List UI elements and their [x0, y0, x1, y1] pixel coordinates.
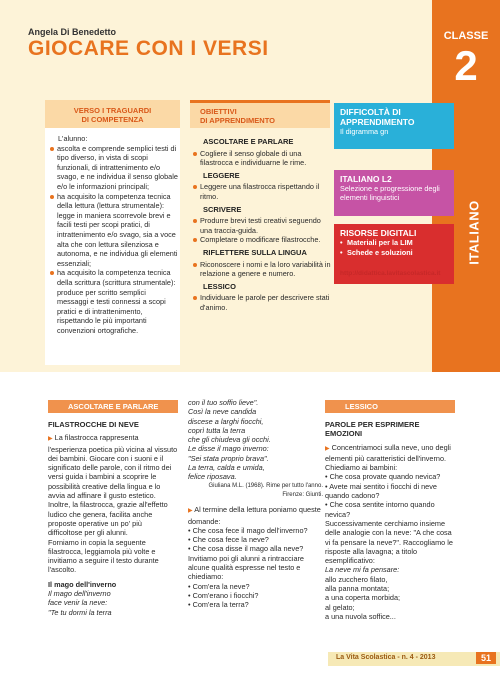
list-item: ha acquisito la competenza tecnica della scrittura (scrittura strumentale): produce per scritto semplici messaggi e testi connessi a scopi pratici e di intrattenimento, rispettando le più importanti convenzioni ortografiche. — [50, 268, 178, 335]
italiano-l2-box: ITALIANO L2 Selezione e progressione degli elementi linguistici — [334, 170, 454, 216]
traguardi-body: L'alunno: ascolta e comprende semplici testi di tipo diverso, in vista di scopi funzionali, di intrattenimento e/o svago, e ne individua il senso globale e/o le informazioni principali; ha acquisito la competenza tecnica della lettura (lettura strumentale): legge in maniera scorrevole brevi e facili testi per scopi pratici, di intrattenimento e/o svago, sia a voce alta che con lettura silenziosa e autonoma, e ne individua gli elementi essenziali; ha acquisito la competenza tecnica della scrittura (scrittura strumentale): produce per scritto semplici messaggi e testi connessi a scopi pratici e di intrattenimento, rispettando le più importanti convenzioni ortografiche. — [50, 134, 178, 335]
ascoltare-column: FILASTROCCHE DI NEVE ▶ La filastrocca rappresenta l'esperienza poetica più vicina al vissuto dei bambini. Giocare con i suoni e il significato delle parole, con il ritmo dei versi guida i bambini a scoprire le possibilità creative della lingua e lo avvia ad affinare il gusto estetico. Inoltre, la filastrocca, grazie all'effetto ludico che genera, facilita anche proposte operative un po' più difficoltose per gli alunni. Forniamo in copia la seguente filastrocca, leggiamola più volte e invitiamo a seguire il testo durante l'ascolto. Il mago dell'inverno Il mago dell'inverno face venir la neve: "Te tu dormi la terra — [48, 420, 178, 617]
list-item: Cogliere il senso globale di una filastrocca e individuarne le rime. — [193, 149, 333, 168]
list-item: Individuare le parole per descrivere stati d'animo. — [193, 293, 333, 312]
list-item: ascolta e comprende semplici testi di tipo diverso, in vista di scopi funzionali, di intrattenimento e/o svago, e ne individua il senso globale e/o le informazioni principali; — [50, 144, 178, 192]
ascoltare-header: ASCOLTARE E PARLARE — [48, 400, 178, 413]
difficolta-box: DIFFICOLTÀ DI APPRENDIMENTO Il digramma gn — [334, 103, 454, 149]
obiettivi-body: ASCOLTARE E PARLARE Cogliere il senso globale di una filastrocca e individuarne le rime. LEGGERE Leggere una filastrocca rispettando il ritmo. SCRIVERE Produrre brevi testi creativi seguendo una traccia-guida. Completare o modificare filastrocche. RIFLETTERE SULLA LINGUA Riconoscere i nomi e la loro variabilità in relazione a genere e numero. LESSICO Individuare le parole per descrivere stati d'animo. — [193, 134, 333, 313]
author: Angela Di Benedetto — [28, 27, 117, 37]
lessico-header: LESSICO — [325, 400, 455, 413]
traguardi-header: VERSO I TRAGUARDI DI COMPETENZA — [45, 100, 180, 128]
subject-label: ITALIANO — [466, 200, 482, 265]
list-item: Completare o modificare filastrocche. — [193, 235, 333, 245]
list-item: ha acquisito la competenza tecnica della lettura (lettura strumentale): legge in maniera scorrevole brevi e facili testi per scopi pratici, di intrattenimento e/o svago, sia a voce alta che con lettura silenziosa e autonoma, e ne individua gli elementi essenziali; — [50, 192, 178, 269]
risorse-digitali-box: RISORSE DIGITALI • Materiali per la LIM • Schede e soluzioni — [334, 224, 454, 284]
list-item: Produrre brevi testi creativi seguendo una traccia-guida. — [193, 216, 333, 235]
page-title: GIOCARE CON I VERSI — [28, 37, 269, 60]
lessico-column: PAROLE PER ESPRIMERE EMOZIONI ▶ Concentriamoci sulla neve, uno degli elementi più caratteristici dell'inverno. Chiediamo ai bambini: • Che cosa provate quando nevica? • Avete mai sentito i fiocchi di neve quando cadono? • Che cosa sentite intorno quando nevica? Successivamente cerchiamo insieme delle analogie con la neve: "A che cosa vi fa pensare la neve?". Raccogliamo le risposte alla lavagna; a titolo esemplificativo: La neve mi fa pensare: allo zucchero filato, alla panna montata; a una coperta morbida; al gelato; a una nuvola soffice... — [325, 420, 453, 621]
middle-column: con il tuo soffio lieve". Così la neve candida discese a larghi fiocchi, coprì tutta la terra che gli chiudeva gli occhi. Le disse il mago inverno: "Sei stata proprio brava". La terra, calda e umida, felice riposava. Giuliana M.L. (1968). Rime per tutto l'anno. Firenze: Giunti. ▶ Al termine della lettura poniamo queste domande: • Che cosa fece il mago dell'inverno? • Che cosa fece la neve? • Che cosa disse il mago alla neve? Invitiamo poi gli alunni a rintracciare alcune qualità espresse nel testo e chiediamo: • Com'era la neve? • Com'erano i fiocchi? • Com'era la terra? — [188, 398, 323, 610]
magazine-name: La Vita Scolastica - n. 4 - 2013 — [336, 654, 436, 661]
didattica-link[interactable]: http://didattica.lavitascolastica.it — [340, 270, 441, 277]
list-item: Riconoscere i nomi e la loro variabilità in relazione a genere e numero. — [193, 260, 333, 279]
classe-number: 2 — [454, 42, 478, 89]
page-number: 51 — [476, 652, 496, 664]
footer — [328, 652, 500, 666]
list-item: Leggere una filastrocca rispettando il ritmo. — [193, 182, 333, 201]
obiettivi-header: OBIETTIVI DI APPRENDIMENTO — [190, 100, 330, 128]
classe-label: CLASSE — [443, 30, 489, 42]
